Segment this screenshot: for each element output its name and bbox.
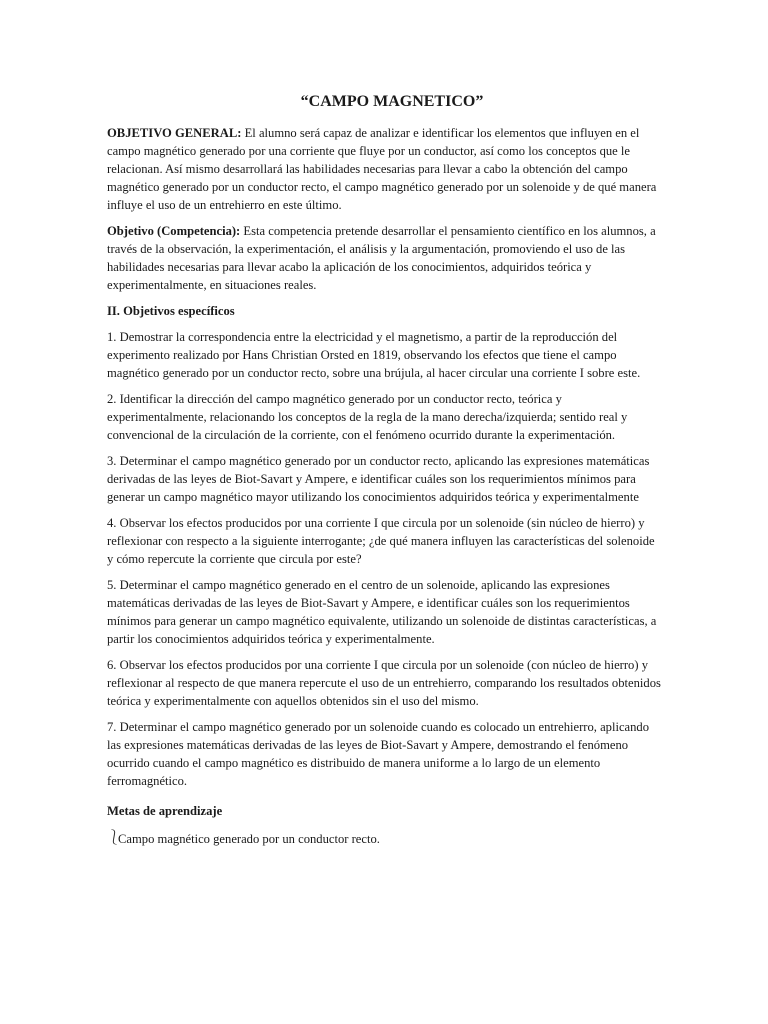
objetivo-especifico-4: 4. Observar los efectos producidos por una corriente I que circula por un solenoide (sin núcleo de hierro) y reflexionar con respecto a la siguiente interrogante; ¿de qué manera influyen las características del solenoide y cómo repercute la corriente que circula por este? bbox=[107, 516, 655, 566]
objetivo-especifico-5: 5. Determinar el campo magnético generado en el centro de un solenoide, aplicando las expresiones matemáticas derivadas de las leyes de Biot-Savart y Ampere, e identificar cuáles son los requerimientos mínimos para generar un campo magnético equivalente, utilizando un solenoide de distintas características, a partir los conocimientos adquiridos teórica y experimentalmente. bbox=[107, 578, 657, 646]
objetivo-especifico-2: 2. Identificar la dirección del campo magnético generado por un conductor recto, teórica y experimentalmente, relacionando los conceptos de la regla de la mano derecha/izquierda; sentido real y convencional de la circulación de la corriente, con el fenómeno ocurrido durante la experimentación. bbox=[107, 392, 628, 442]
metas-aprendizaje-heading: Metas de aprendizaje bbox=[107, 804, 223, 818]
objetivo-general-paragraph bbox=[107, 124, 663, 214]
objetivo-especifico-1: 1. Demostrar la correspondencia entre la electricidad y el magnetismo, a partir de la reproducción del experimento realizado por Hans Christian Orsted en 1819, observando los efectos que tiene el campo magnético generado por un conductor recto, sobre una brújula, al hacer circular una corriente I sobre este. bbox=[107, 330, 641, 380]
objetivos-especificos-heading: II. Objetivos específicos bbox=[107, 304, 235, 318]
objetivo-general-label: OBJETIVO GENERAL: bbox=[107, 126, 242, 140]
meta-list-item bbox=[107, 830, 663, 848]
bullet-icon: ⎱ bbox=[107, 831, 121, 846]
objetivo-general-text: El alumno será capaz de analizar e identificar los elementos que influyen en el campo magnético generado por una corriente que fluye por un conductor, así como los conceptos que le relacionan. Así mismo desarrollará las habilidades necesarias para llevar a cabo la obtención del campo magnético generado por un conductor recto, el campo magnético generado por un solenoide y de qué manera influye el uso de un entrehierro en este último. bbox=[107, 126, 657, 212]
objetivo-competencia-paragraph bbox=[107, 222, 663, 294]
objetivo-especifico-6: 6. Observar los efectos producidos por una corriente I que circula por un solenoide (con núcleo de hierro) y reflexionar al respecto de que manera repercute el uso de un entrehierro, comparando los resultados obtenidos teórica y experimentalmente con aquellos obtenidos sin el uso del mismo. bbox=[107, 658, 661, 708]
objetivo-especifico-7: 7. Determinar el campo magnético generado por un solenoide cuando es colocado un entrehierro, aplicando las expresiones matemáticas derivadas de las leyes de Biot-Savart y Ampere, demostrando el fenómeno ocurrido cuando el campo magnético es distribuido de manera uniforme a lo largo de un elemento ferromagnético. bbox=[107, 720, 650, 788]
objetivo-competencia-text: Esta competencia pretende desarrollar el pensamiento científico en los alumnos, a través de la observación, la experimentación, el análisis y la argumentación, promoviendo el uso de las habilidades necesarias para llevar acabo la aplicación de los conocimientos, adquiridos teórica y experimentalmente, en situaciones reales. bbox=[107, 224, 656, 292]
meta-item-text: Campo magnético generado por un conductor recto. bbox=[118, 832, 380, 846]
objetivo-competencia-label: Objetivo (Competencia): bbox=[107, 224, 241, 238]
objetivo-especifico-3: 3. Determinar el campo magnético generado por un conductor recto, aplicando las expresiones matemáticas derivadas de las leyes de Biot-Savart y Ampere, e identificar cuáles son los requerimientos mínimos para generar un campo magnético mayor utilizando los conocimientos adquiridos teórica y experimentalmente bbox=[107, 454, 650, 504]
document-page bbox=[107, 92, 663, 848]
document-title: “CAMPO MAGNETICO” bbox=[300, 93, 484, 110]
